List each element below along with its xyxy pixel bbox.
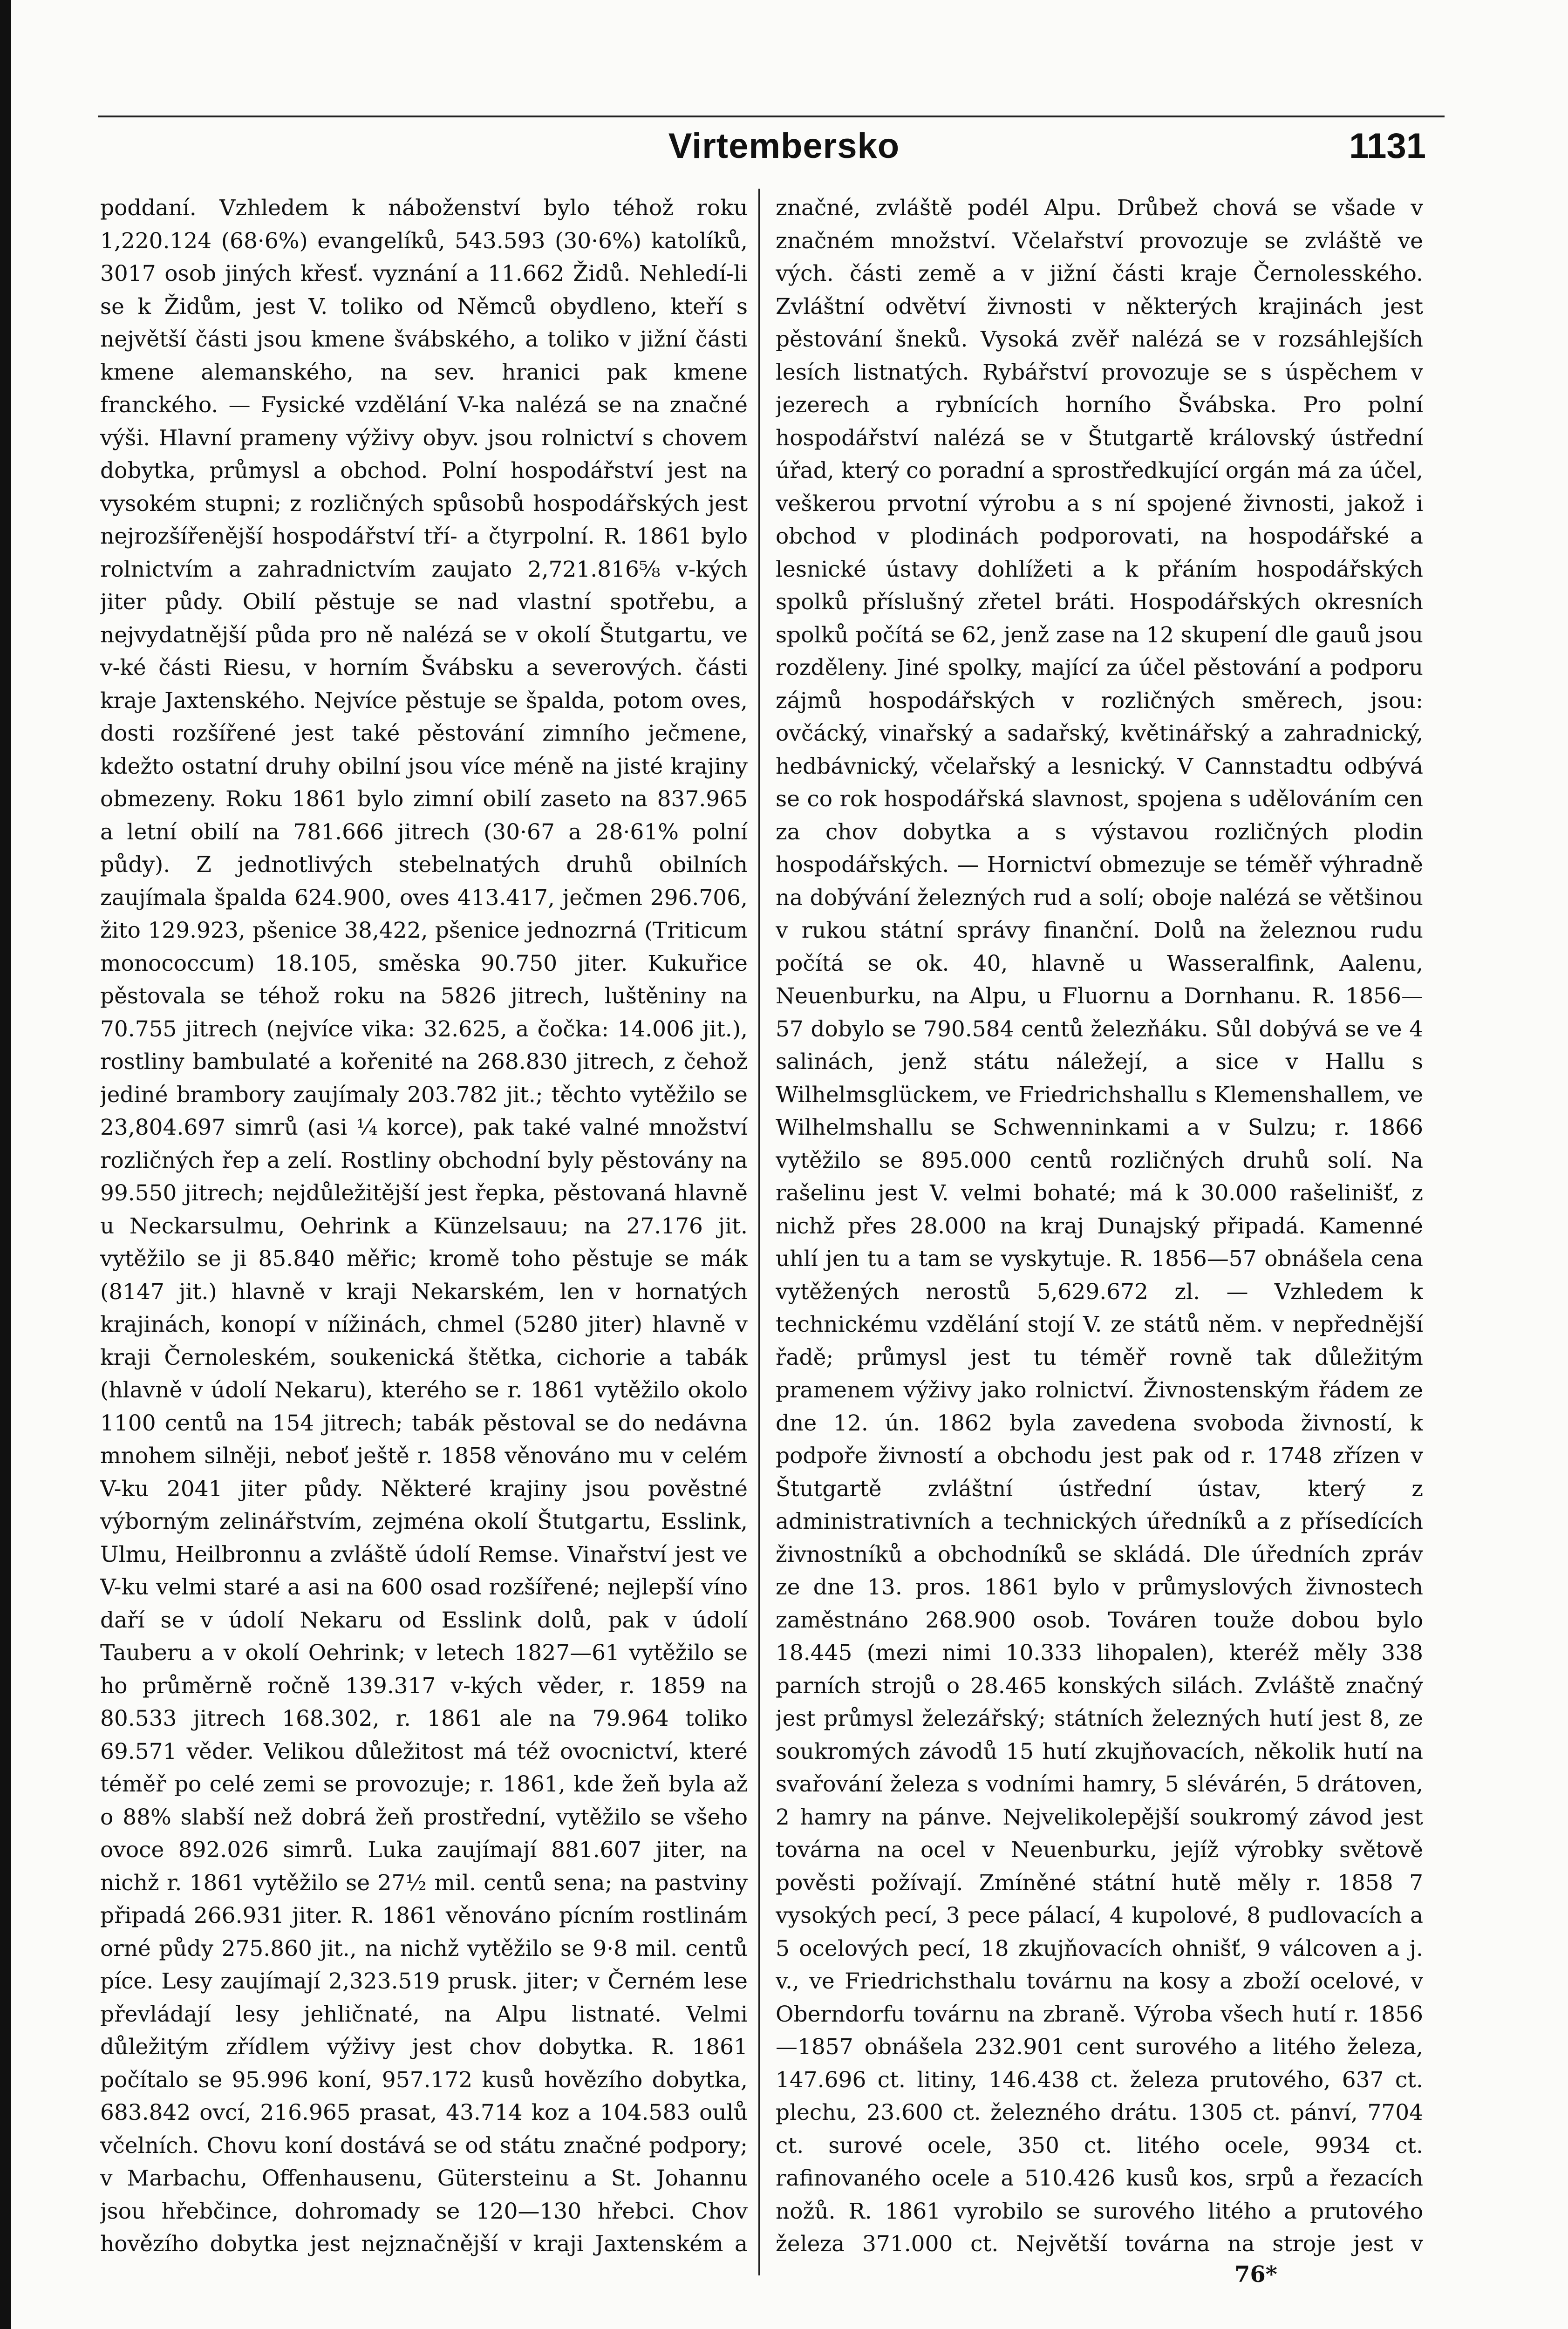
page-edge: [0, 0, 11, 2329]
header-rule: [98, 116, 1445, 117]
left-column-text: poddaní. Vzhledem k náboženství bylo téhož roku 1,220.124 (68·6%) evangelíků, 543.593 (30·6%) katolíků, 3017 osob jiných křesť. vyznání a 11.662 Židů. Nehledí-li se k Židům, jest V. toliko od Němců obydleno, kteří s největší části jsou kmene švábského, a toliko v jižní části kmene alemanského, na sev. hranici pak kmene franckého. — Fysické vzdělání V-ka nalézá se na značné výši. Hlavní prameny výživy obyv. jsou rolnictví s chovem dobytka, průmysl a obchod. Polní hospodářství jest na vysokém stupni; z rozličných spůsobů hospodářských jest nejrozšířenější hospodářství tří- a čtyrpolní. R. 1861 bylo rolnictvím a zahradnictvím zaujato 2,721.816⅝ v-kých jiter půdy. Obilí pěstuje se nad vlastní spotřebu, a nejvydatnější půda pro ně nalézá se v okolí Štutgartu, ve v-ké části Riesu, v horním Švábsku a severových. části kraje Jaxtenského. Nejvíce pěstuje se špalda, potom oves, dosti rozšířené jest také pěstování zimního ječmene, kdežto ostatní druhy obilní jsou více méně na jisté krajiny obmezeny. Roku 1861 bylo zimní obilí zaseto na 837.965 a letní obilí na 781.666 jitrech (30·67 a 28·61% polní půdy). Z jednotlivých stebelnatých druhů obilních zaujímala špalda 624.900, oves 413.417, ječmen 296.706, žito 129.923, pšenice 38,422, pšenice jednozrná (Triticum monococcum) 18.105, směska 90.750 jiter. Kukuřice pěstovala se téhož roku na 5826 jitrech, luštěniny na 70.755 jitrech (nejvíce vika: 32.625, a čočka: 14.006 jit.), rostliny bambulaté a kořenité na 268.830 jitrech, z čehož jediné brambory zaujímaly 203.782 jit.; těchto vytěžilo se 23,804.697 simrů (asi ¼ korce), pak také valné množství rozličných řep a zelí. Rostliny obchodní byly pěstovány na 99.550 jitrech; nejdůležitější jest řepka, pěstovaná hlavně u Neckarsulmu, Oehrink a Künzelsauu; na 27.176 jit. vytěžilo se ji 85.840 měřic; kromě toho pěstuje se mák (8147 jit.) hlavně v kraji Nekarském, len v hornatých krajinách, konopí v nížinách, chmel (5280 jiter) hlavně v kraji Černoleském, soukenická štětka, cichorie a tabák (hlavně v údolí Nekaru), kterého se r. 1861 vytěžilo okolo 1100 centů na 154 jitrech; tabák pěstoval se do nedávna mnohem silněji, neboť ještě r. 1858 věnováno mu v celém V-ku 2041 jiter půdy. Některé krajiny jsou pověstné výborným zelinářstvím, zejména okolí Štutgartu, Esslink, Ulmu, Heilbronnu a zvláště údolí Remse. Vinařství jest ve V-ku velmi staré a asi na 600 osad rozšířené; nejlepší víno daří se v údolí Nekaru od Esslink dolů, pak v údolí Tauberu a v okolí Oehrink; v letech 1827—61 vytěžilo se ho průměrně ročně 139.317 v-kých věder, r. 1859 na 80.533 jitrech 168.302, r. 1861 ale na 79.964 toliko 69.571 věder. Velikou důležitost má též ovocnictví, které téměř po celé zemi se provozuje; r. 1861, kde žeň byla až o 88% slabší než dobrá žeň prostřední, vytěžilo se všeho ovoce 892.026 simrů. Luka zaujímají 881.607 jiter, na nichž r. 1861 vytěžilo se 27½ mil. centů sena; na pastviny připadá 266.931 jiter. R. 1861 věnováno pícním rostlinám orné půdy 275.860 jit., na nichž vytěžilo se 9·8 mil. centů píce. Lesy zaujímají 2,323.519 prusk. jiter; v Černém lese převládají lesy jehličnaté, na Alpu listnaté. Velmi důležitým zřídlem výživy jest chov dobytka. R. 1861 počítalo se 95.996 koní, 957.172 kusů hovězího dobytka, 683.842 ovcí, 216.965 prasat, 43.714 koz a 104.583 oulů včelních. Chovu koní dostává se od státu značné podpory; v Marbachu, Offenhausenu, Gütersteinu a St. Johannu jsou hřebčince, dohromady se 120—130 hřebci. Chov hovězího dobytka jest nejznačnější v kraji Jaxtenském a: [100, 195, 748, 2257]
column-divider: [758, 189, 760, 2275]
signature-mark: 76*: [1234, 2261, 1277, 2288]
page-number: 1131: [1349, 126, 1426, 166]
right-column-text: značné, zvláště podél Alpu. Drůbež chová se všade v značném množství. Včelařství provozuje se zvláště ve vých. části země a v jižní části kraje Černolesského. Zvláštní odvětví živnosti v některých krajinách jest pěstování šneků. Vysoká zvěř nalézá se v rozsáhlejších lesích listnatých. Rybářství provozuje se s úspěchem v jezerech a rybnících horního Švábska. Pro polní hospodářství nalézá se v Štutgartě královský ústřední úřad, který co poradní a sprostředkující orgán má za účel, veškerou prvotní výrobu a s ní spojené živnosti, jakož i obchod v plodinách podporovati, na hospodářské a lesnické ústavy dohlížeti a k přáním hospodářských spolků příslušný zřetel bráti. Hospodářských okresních spolků počítá se 62, jenž zase na 12 skupení dle gauů jsou rozděleny. Jiné spolky, mající za účel pěstování a podporu zájmů hospodářských v rozličných směrech, jsou: ovčácký, vinařský a sadařský, květinářský a zahradnický, hedbávnický, včelařský a lesnický. V Cannstadtu odbývá se co rok hospodářská slavnost, spojena s udělováním cen za chov dobytka a s výstavou rozličných plodin hospodářských. — Hornictví obmezuje se téměř výhradně na dobývání železných rud a solí; oboje nalézá se většinou v rukou státní správy finanční. Dolů na železnou rudu počítá se ok. 40, hlavně u Wasseralfink, Aalenu, Neuenburku, na Alpu, u Fluornu a Dornhanu. R. 1856—57 dobylo se 790.584 centů železňáku. Sůl dobývá se ve 4 salinách, jenž státu náležejí, a sice v Hallu s Wilhelmsglückem, ve Friedrichshallu s Klemenshallem, ve Wilhelmshallu se Schwenninkami a v Sulzu; r. 1866 vytěžilo se 895.000 centů rozličných druhů solí. Na rašelinu jest V. velmi bohaté; má k 30.000 rašelinišť, z nichž přes 28.000 na kraj Dunajský připadá. Kamenné uhlí jen tu a tam se vyskytuje. R. 1856—57 obnášela cena vytěžených nerostů 5,629.672 zl. — Vzhledem k technickému vzdělání stojí V. ze států něm. v nepřednější řadě; průmysl jest tu téměř rovně tak důležitým pramenem výživy jako rolnictví. Živnostenským řádem ze dne 12. ún. 1862 byla zavedena svoboda živností, k podpoře živností a obchodu jest pak od r. 1748 zřízen v Štutgartě zvláštní ústřední ústav, který z administrativních a technických úředníků a z přísedících živnostníků a obchodníků se skládá. Dle úředních zpráv ze dne 13. pros. 1861 bylo v průmyslových živnostech zaměstnáno 268.900 osob. Továren touže dobou bylo 18.445 (mezi nimi 10.333 lihopalen), kteréž měly 338 parních strojů o 28.465 konských silách. Zvláště značný jest průmysl železářský; státních železných hutí jest 8, ze soukromých závodů 15 hutí zkujňovacích, několik hutí na svařování železa s vodními hamry, 5 slévárén, 5 drátoven, 2 hamry na pánve. Nejvelikolepější soukromý závod jest továrna na ocel v Neuenburku, jejíž výrobky světově pověsti požívají. Zmíněné státní hutě měly r. 1858 7 vysokých pecí, 3 pece pálací, 4 kupolové, 8 pudlovacích a 5 ocelových pecí, 18 zkujňovacích ohnišť, 9 válcoven a j. v., ve Friedrichsthalu továrnu na kosy a zboží ocelové, v Oberndorfu továrnu na zbraně. Výroba všech hutí r. 1856—1857 obnášela 232.901 cent surového a litého železa, 147.696 ct. litiny, 146.438 ct. železa prutového, 637 ct. plechu, 23.600 ct. železného drátu. 1305 ct. pánví, 7704 ct. surové ocele, 350 ct. litého ocele, 9934 ct. rafinovaného ocele a 510.426 kusů kos, srpů a řezacích nožů. R. 1861 vyrobilo se surového litého a prutového železa 371.000 ct. Největší továrna na stroje jest v: [776, 195, 1423, 2257]
running-title: Virtembersko: [668, 126, 900, 166]
right-column: [776, 192, 1423, 2265]
left-column: [100, 192, 748, 2265]
